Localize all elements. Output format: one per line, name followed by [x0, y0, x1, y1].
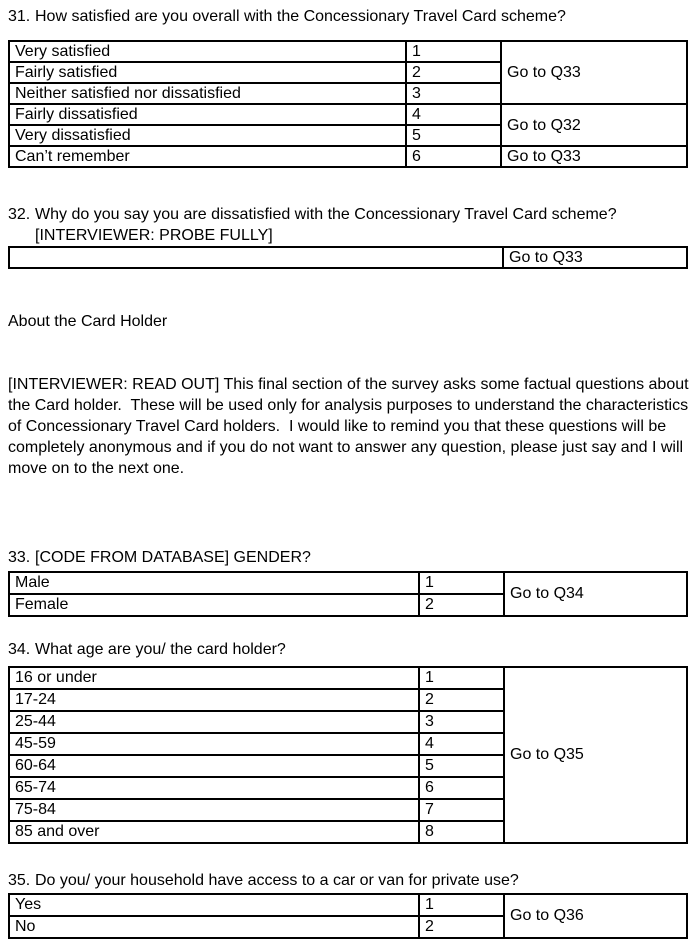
answer-option-label: 75-84 — [9, 799, 419, 821]
answer-option-label: Yes — [9, 894, 419, 916]
question-33-number: 33. — [8, 549, 31, 566]
question-32-heading — [8, 204, 697, 246]
question-31-heading — [8, 6, 697, 27]
answer-code: 2 — [419, 916, 504, 938]
answer-option-label: Female — [9, 594, 419, 616]
answer-code: 4 — [419, 733, 504, 755]
question-35-number: 35. — [8, 872, 31, 889]
table-row — [9, 41, 687, 62]
section-intro-text: [INTERVIEWER: READ OUT] This final section of the survey asks some factual questions about the Card holder. These will be used only for analysis purposes to understand the characteristics of Concessionary Travel Card holders. I would like to remind you that these questions will be completely anonymous and if you do not want to answer any question, please just say and I will move on to the next one. — [8, 376, 694, 477]
answer-option-label: 85 and over — [9, 821, 419, 843]
goto-instruction: Go to Q33 — [501, 41, 687, 104]
answer-code: 1 — [419, 894, 504, 916]
answer-code: 5 — [406, 125, 501, 146]
answer-option-label: Very satisfied — [9, 41, 406, 62]
answer-option-label: 25-44 — [9, 711, 419, 733]
goto-instruction: Go to Q34 — [504, 572, 687, 616]
goto-instruction: Go to Q33 — [503, 247, 687, 268]
answer-code: 8 — [419, 821, 504, 843]
answer-option-label: Can’t remember — [9, 146, 406, 167]
question-34-number: 34. — [8, 641, 31, 658]
question-35-text: Do you/ your household have access to a car or van for private use? — [35, 872, 519, 889]
answer-code: 6 — [406, 146, 501, 167]
q33-answer-table — [8, 571, 688, 617]
question-34-heading — [8, 639, 697, 660]
table-row — [9, 146, 687, 167]
answer-option-label: Fairly dissatisfied — [9, 104, 406, 125]
table-row — [9, 894, 687, 916]
table-row — [9, 247, 687, 268]
answer-code: 2 — [419, 689, 504, 711]
goto-instruction: Go to Q36 — [504, 894, 687, 938]
goto-instruction: Go to Q33 — [501, 146, 687, 167]
answer-code: 5 — [419, 755, 504, 777]
goto-instruction: Go to Q35 — [504, 667, 687, 843]
answer-code: 4 — [406, 104, 501, 125]
question-33-text: [CODE FROM DATABASE] GENDER? — [35, 549, 311, 566]
q32-response-table — [8, 246, 688, 269]
answer-code: 7 — [419, 799, 504, 821]
answer-option-label: Male — [9, 572, 419, 594]
question-35-heading — [8, 870, 697, 891]
answer-option-label: 65-74 — [9, 777, 419, 799]
about-card-holder-section — [8, 269, 697, 521]
section-heading: About the Card Holder — [8, 313, 168, 330]
goto-instruction: Go to Q32 — [501, 104, 687, 146]
answer-code: 3 — [406, 83, 501, 104]
answer-option-label: 17-24 — [9, 689, 419, 711]
question-31-text: How satisfied are you overall with the Concessionary Travel Card scheme? — [35, 8, 566, 25]
q35-answer-table — [8, 893, 688, 939]
answer-code: 1 — [419, 667, 504, 689]
answer-option-label: Very dissatisfied — [9, 125, 406, 146]
answer-code: 1 — [419, 572, 504, 594]
answer-code: 2 — [419, 594, 504, 616]
question-31-number: 31. — [8, 8, 31, 25]
table-row — [9, 667, 687, 689]
question-32-number: 32. — [8, 206, 31, 223]
q31-answer-table — [8, 40, 688, 168]
question-32-text: Why do you say you are dissatisfied with the Concessionary Travel Card scheme? [INTERVIEWER: PROBE FULLY] — [35, 206, 617, 244]
table-row — [9, 572, 687, 594]
answer-option-label: 60-64 — [9, 755, 419, 777]
question-34-text: What age are you/ the card holder? — [35, 641, 286, 658]
question-33-heading — [8, 547, 697, 568]
answer-code: 3 — [419, 711, 504, 733]
answer-option-label: Neither satisfied nor dissatisfied — [9, 83, 406, 104]
table-row — [9, 104, 687, 125]
answer-option-label: 45-59 — [9, 733, 419, 755]
answer-code: 1 — [406, 41, 501, 62]
answer-option-label: Fairly satisfied — [9, 62, 406, 83]
answer-code: 6 — [419, 777, 504, 799]
answer-option-label: 16 or under — [9, 667, 419, 689]
answer-option-label: No — [9, 916, 419, 938]
open-response-box — [9, 247, 503, 268]
q34-answer-table — [8, 666, 688, 844]
answer-code: 2 — [406, 62, 501, 83]
